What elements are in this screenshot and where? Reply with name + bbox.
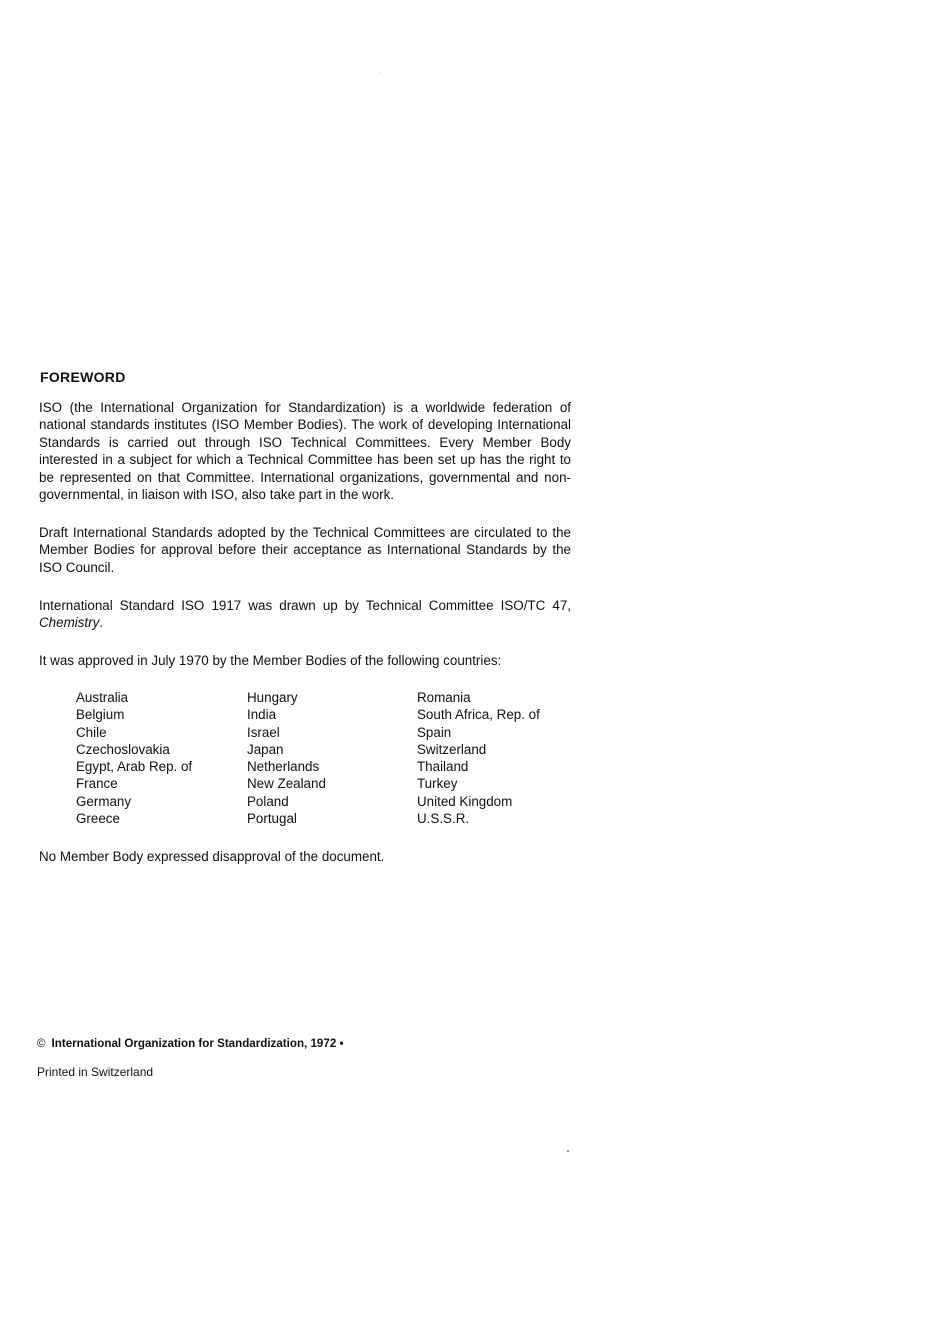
country-item: Greece	[76, 811, 120, 827]
printed-in: Printed in Switzerland	[37, 1065, 154, 1079]
country-item: Poland	[247, 793, 289, 809]
country-column-3	[417, 689, 540, 827]
country-item: Spain	[417, 724, 452, 740]
country-item: U.S.S.R.	[417, 811, 470, 827]
foreword-paragraph-disapproval: No Member Body expressed disapproval of the document.	[39, 849, 385, 864]
country-item: Switzerland	[417, 741, 487, 757]
country-item: United Kingdom	[417, 793, 513, 809]
country-item: Thailand	[417, 759, 469, 775]
country-item: Portugal	[247, 811, 297, 827]
country-item: India	[247, 707, 277, 723]
country-item: South Africa, Rep. of	[417, 707, 540, 723]
committee-name: Chemistry	[39, 615, 100, 631]
country-item: Czechoslovakia	[76, 741, 170, 757]
committee-text: International Standard ISO 1917 was drawn up by Technical Committee ISO/TC 47,	[39, 598, 571, 613]
copyright-line	[37, 1037, 344, 1050]
scan-speck	[567, 1150, 569, 1152]
country-item: Belgium	[76, 707, 125, 723]
country-item: Romania	[417, 690, 471, 705]
committee-period: .	[99, 615, 103, 631]
country-item: Turkey	[417, 776, 458, 792]
country-item: Netherlands	[247, 759, 320, 775]
foreword-paragraph-committee	[39, 597, 571, 632]
country-item: Egypt, Arab Rep. of	[76, 759, 193, 775]
bullet-icon: •	[339, 1037, 344, 1050]
country-item: New Zealand	[247, 776, 326, 792]
scan-speck	[379, 72, 380, 73]
country-item: Australia	[76, 690, 129, 705]
foreword-heading: FOREWORD	[40, 369, 126, 385]
copyright-icon: ©	[37, 1037, 46, 1050]
country-column-1	[76, 689, 192, 827]
country-item: Hungary	[247, 690, 298, 705]
country-item: France	[76, 776, 118, 792]
foreword-paragraph-iso: ISO (the International Organization for Standardization) is a worldwide federation of national standards institutes (ISO Member Bodies). The work of developing International Standards is carried out through ISO Technical Committees. Every Member Body interested in a subject for which a Technical Committee has been set up has the right to be represented on that Committee. International organizations, governmental and non-governmental, in liaison with ISO, also take part in the work.	[39, 400, 571, 503]
foreword-paragraph-approval: It was approved in July 1970 by the Member Bodies of the following countries:	[39, 653, 502, 668]
country-column-2	[247, 689, 326, 827]
foreword-paragraph-draft: Draft International Standards adopted by the Technical Committees are circulated to the Member Bodies for approval before their acceptance as International Standards by the ISO Council.	[39, 525, 571, 575]
country-item: Germany	[76, 793, 132, 809]
country-item: Japan	[247, 741, 284, 757]
country-item: Israel	[247, 724, 280, 740]
country-item: Chile	[76, 724, 107, 740]
copyright-text: International Organization for Standardization, 1972	[51, 1037, 337, 1050]
